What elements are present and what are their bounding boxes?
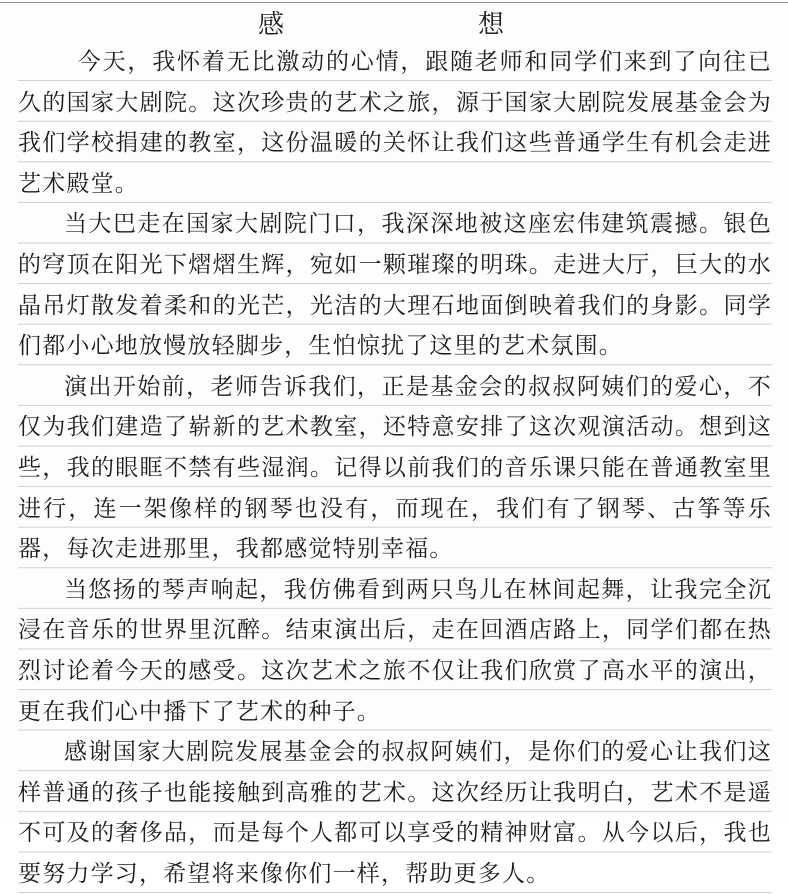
title-char-2: 想 xyxy=(478,10,505,40)
paragraph-2: 当大巴走在国家大剧院门口，我深深地被这座宏伟建筑震撼。银色的穹顶在阳光下熠熠生辉，宛如一颗璀璨的明珠。走进大厅，巨大的水晶吊灯散发着柔和的光芒，光洁的大理石地面倒映着我们的身影。同学们都小心地放慢放轻脚步，生怕惊扰了这里的艺术氛围。 xyxy=(18,211,772,360)
paragraph-5: 感谢国家大剧院发展基金会的叔叔阿姨们，是你们的爱心让我们这样普通的孩子也能接触到高雅的艺术。这次经历让我明白，艺术不是遥不可及的奢侈品，而是每个人都可以享受的精神财富。从今以后，我也要努力学习，希望将来像你们一样，帮助更多人。 xyxy=(18,739,772,887)
paragraph-4: 当悠扬的琴声响起，我仿佛看到两只鸟儿在林间起舞，让我完全沉浸在音乐的世界里沉醉。结束演出后，走在回酒店路上，同学们都在热烈讨论着今天的感受。这次艺术之旅不仅让我们欣赏了高水平的演出，更在我们心中播下了艺术的种子。 xyxy=(18,576,772,725)
paragraph-1: 今天，我怀着无比激动的心情，跟随老师和同学们来到了向往已久的国家大剧院。这次珍贵的艺术之旅，源于国家大剧院发展基金会为我们学校捐建的教室，这份温暖的关怀让我们这些普通学生有机会走进艺术殿堂。 xyxy=(18,49,772,197)
top-rule-line xyxy=(0,2,788,3)
paragraph-3: 演出开始前，老师告诉我们，正是基金会的叔叔阿姨们的爱心，不仅为我们建造了崭新的艺术教室，还特意安排了这次观演活动。想到这些，我的眼眶不禁有些湿润。记得以前我们的音乐课只能在普通教室里进行，连一架像样的钢琴也没有，而现在，我们有了钢琴、古筝等乐器，每次走进那里，我都感觉特别幸福。 xyxy=(18,373,772,563)
essay-body xyxy=(18,42,772,894)
title-char-1: 感 xyxy=(258,10,285,40)
essay-title xyxy=(0,6,788,46)
